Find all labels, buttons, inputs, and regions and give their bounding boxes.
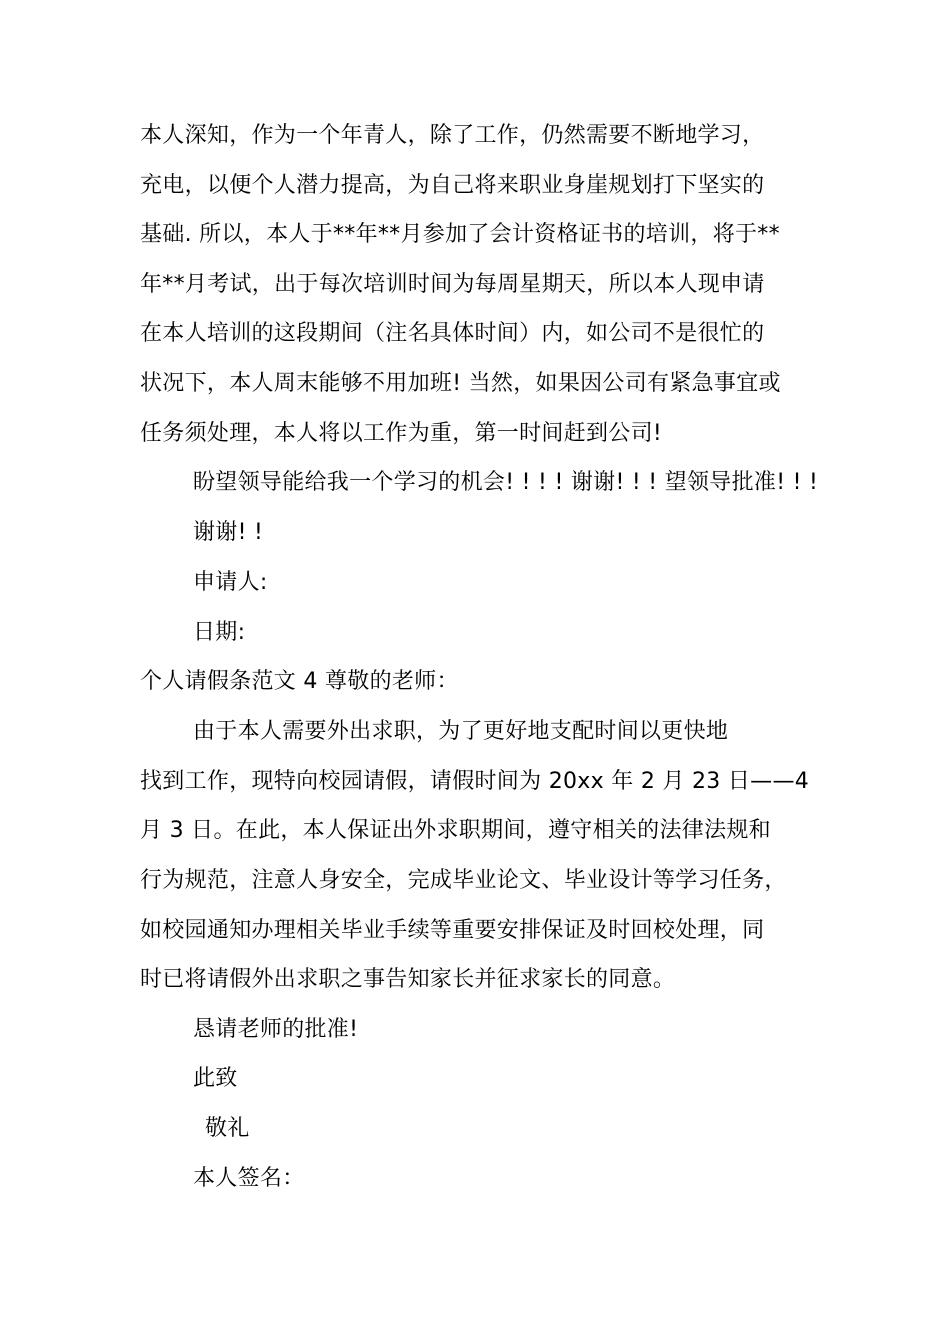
paragraph-line: 年**月考试，出于每次培训时间为每周星期天，所以本人现申请 bbox=[140, 272, 765, 297]
applicant-label: 申请人: bbox=[193, 570, 268, 595]
paragraph-line: 由于本人需要外出求职，为了更好地支配时间以更快地 bbox=[193, 719, 729, 744]
paragraph-line: 基础. 所以，本人于**年**月参加了会计资格证书的培训，将于** bbox=[140, 222, 780, 247]
closing-line: 此致 bbox=[193, 1066, 238, 1091]
paragraph-line: 本人深知，作为一个年青人，除了工作，仍然需要不断地学习， bbox=[140, 123, 765, 148]
section-heading: 个人请假条范文 4 尊敬的老师： bbox=[140, 669, 459, 694]
paragraph-line: 月 3 日。在此，本人保证出外求职期间，遵守相关的法律法规和 bbox=[140, 818, 771, 843]
paragraph-line: 如校园通知办理相关毕业手续等重要安排保证及时回校处理，同 bbox=[140, 918, 765, 943]
paragraph-line: 谢谢! ! bbox=[193, 520, 264, 545]
paragraph-line: 在本人培训的这段期间（注名具体时间）内，如公司不是很忙的 bbox=[140, 321, 765, 346]
paragraph-line: 充电，以便个人潜力提高，为自己将来职业身崖规划打下坚实的 bbox=[140, 173, 765, 198]
paragraph-line: 找到工作，现特向校园请假，请假时间为 20xx 年 2 月 23 日——4 bbox=[140, 769, 810, 794]
paragraph-line: 恳请老师的批准! bbox=[193, 1017, 359, 1042]
signature-label: 本人签名： bbox=[193, 1166, 305, 1191]
paragraph-line: 任务须处理，本人将以工作为重，第一时间赶到公司! bbox=[140, 421, 663, 446]
paragraph-line: 时已将请假外出求职之事告知家长并征求家长的同意。 bbox=[140, 967, 676, 992]
paragraph-line: 行为规范，注意人身安全，完成毕业论文、毕业设计等学习任务， bbox=[140, 868, 787, 893]
closing-line: 敬礼 bbox=[205, 1116, 250, 1141]
date-label: 日期: bbox=[193, 620, 246, 645]
paragraph-line: 状况下，本人周末能够不用加班! 当然，如果因公司有紧急事宜或 bbox=[140, 371, 781, 396]
paragraph-line: 盼望领导能给我一个学习的机会! ! ! ! 谢谢! ! ! 望领导批准! ! ! bbox=[193, 470, 819, 495]
